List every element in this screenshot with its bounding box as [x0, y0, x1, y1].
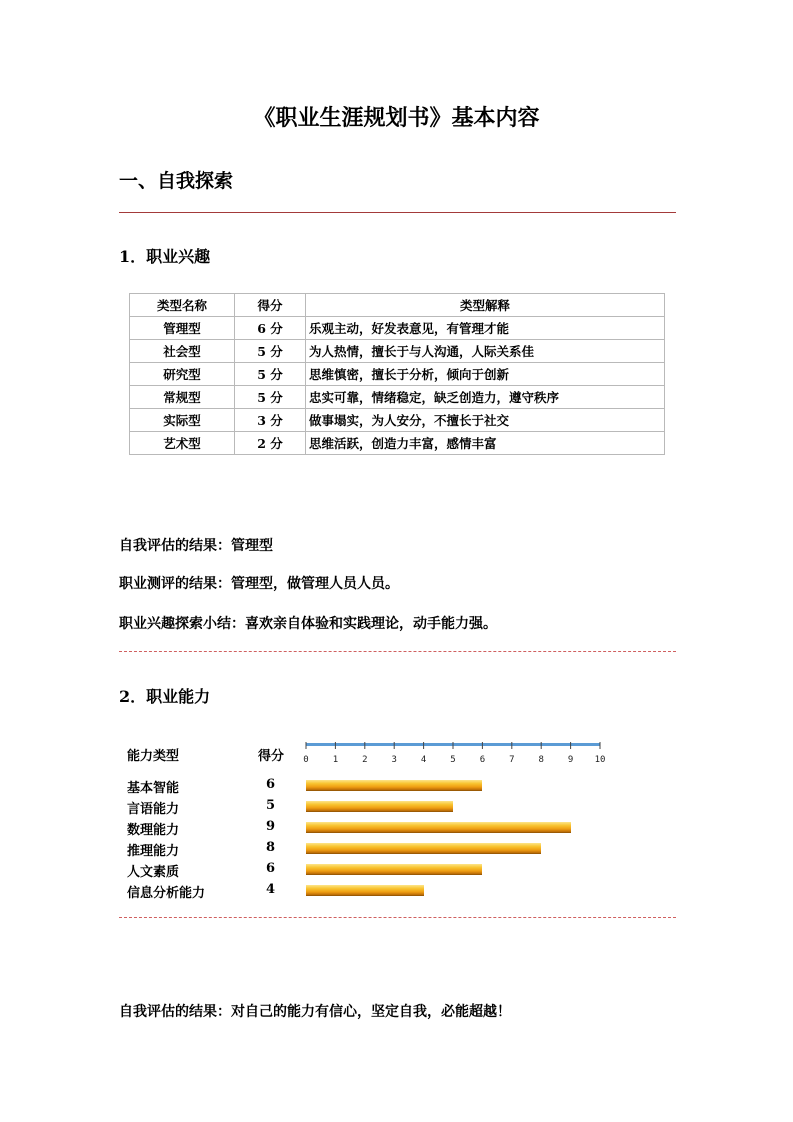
ability-score-label: 5 [266, 798, 276, 813]
ability-category-label: 信息分析能力 [127, 886, 206, 901]
tick-label: 3 [391, 755, 397, 765]
type-score: 5 分 [235, 386, 306, 409]
document-title: 《职业生涯规划书》基本内容 [253, 105, 540, 131]
type-name: 常规型 [130, 386, 235, 409]
type-name: 实际型 [130, 409, 235, 432]
column-header-score: 得分 [258, 749, 285, 764]
type-score: 5 分 [235, 340, 306, 363]
test-eval-result: 职业测评的结果：管理型，做管理人员人员。 [119, 576, 399, 592]
ability-bar [306, 864, 482, 875]
ability-category-label: 推理能力 [127, 844, 180, 859]
ability-score-label: 8 [266, 840, 276, 855]
ability-score-label: 6 [266, 777, 276, 792]
self-eval-result: 自我评估的结果：管理型 [119, 538, 273, 554]
tick-label: 8 [538, 755, 544, 765]
type-explanation: 思维活跃，创造力丰富，感情丰富 [306, 432, 665, 455]
type-name: 艺术型 [130, 432, 235, 455]
header-type-name: 类型名称 [130, 294, 235, 317]
tick-label: 7 [509, 755, 515, 765]
type-explanation: 为人热情，擅长于与人沟通，人际关系佳 [306, 340, 665, 363]
type-name: 管理型 [130, 317, 235, 340]
ability-score-label: 6 [266, 861, 276, 876]
ability-score-label: 9 [266, 819, 276, 834]
type-score: 5 分 [235, 363, 306, 386]
type-explanation: 忠实可靠，情绪稳定，缺乏创造力，遵守秩序 [306, 386, 665, 409]
column-header-ability-type: 能力类型 [127, 749, 180, 764]
subheading-career-ability: 2．职业能力 [119, 687, 211, 706]
header-type-explanation: 类型解释 [306, 294, 665, 317]
type-explanation: 思维慎密，擅长于分析，倾向于创新 [306, 363, 665, 386]
tick-label: 1 [332, 755, 339, 765]
tick-label: 9 [567, 755, 574, 765]
type-score: 2 分 [235, 432, 306, 455]
type-score: 6 分 [235, 317, 306, 340]
type-name: 研究型 [130, 363, 235, 386]
dashed-divider [119, 917, 676, 918]
ability-category-label: 言语能力 [127, 802, 180, 817]
type-explanation: 做事塌实，为人安分，不擅长于社交 [306, 409, 665, 432]
chart-x-axis [300, 740, 610, 770]
ability-category-label: 人文素质 [127, 865, 180, 880]
tick-label: 5 [450, 755, 456, 765]
tick-label: 10 [594, 755, 606, 765]
ability-bar [306, 822, 571, 833]
ability-bar [306, 885, 424, 896]
ability-category-label: 数理能力 [127, 823, 180, 838]
type-name: 社会型 [130, 340, 235, 363]
type-explanation: 乐观主动，好发表意见，有管理才能 [306, 317, 665, 340]
tick-label: 6 [479, 755, 486, 765]
type-score: 3 分 [235, 409, 306, 432]
ability-score-label: 4 [266, 882, 276, 897]
ability-bar [306, 843, 541, 854]
ability-final-result: 自我评估的结果：对自己的能力有信心，坚定自我，必能超越！ [119, 1004, 511, 1020]
subheading-career-interest: 1．职业兴趣 [119, 247, 211, 266]
section-heading-self-exploration: 一、自我探索 [119, 170, 234, 192]
tick-label: 2 [362, 755, 368, 765]
ability-bar [306, 801, 453, 812]
header-score: 得分 [235, 294, 306, 317]
interest-summary: 职业兴趣探索小结：喜欢亲自体验和实践理论，动手能力强。 [119, 616, 497, 632]
ability-bar [306, 780, 482, 791]
tick-label: 4 [420, 755, 427, 765]
ability-category-label: 基本智能 [127, 781, 180, 796]
tick-label: 0 [303, 755, 309, 765]
